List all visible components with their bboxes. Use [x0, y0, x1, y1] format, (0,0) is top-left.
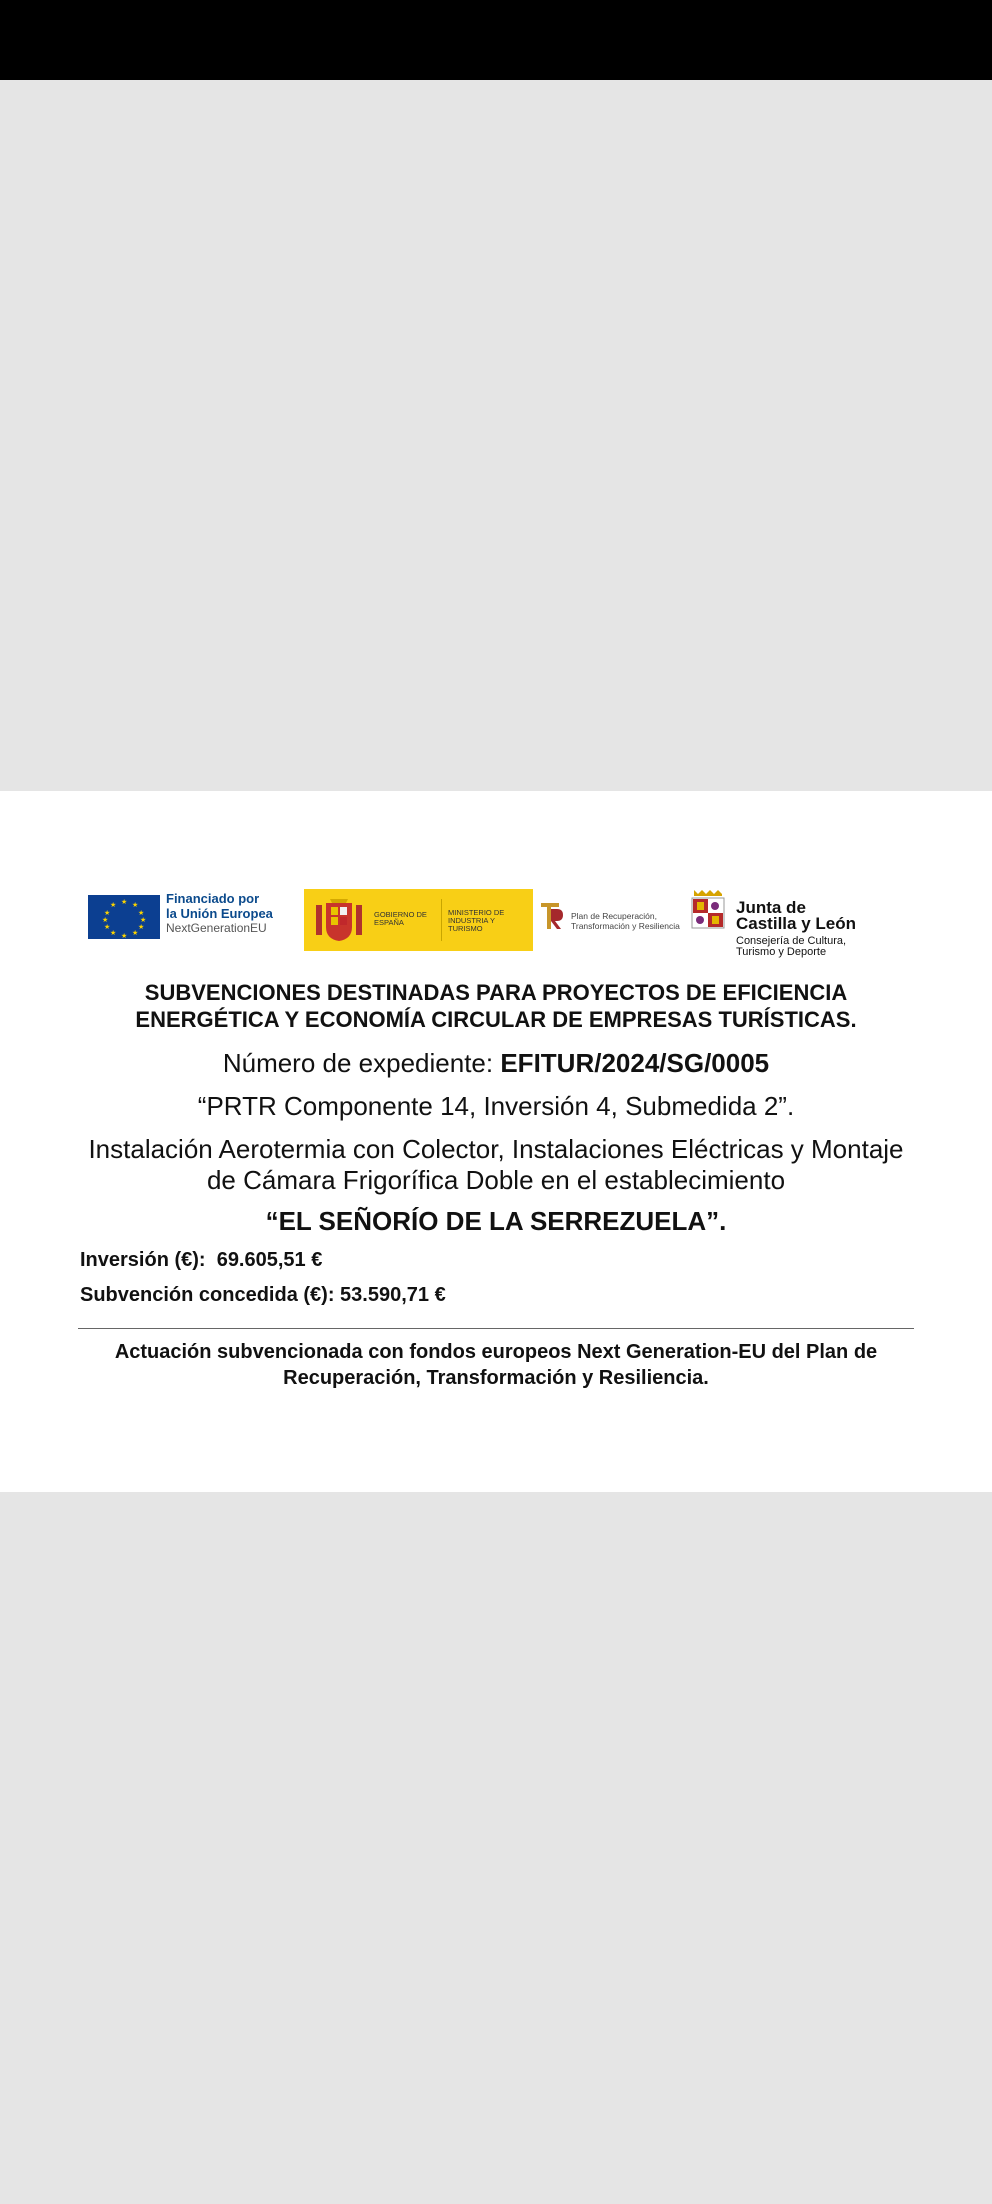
gobierno-text: GOBIERNO DE ESPAÑA: [374, 910, 427, 927]
jcyl-title: [736, 900, 856, 932]
prtr-reference: “PRTR Componente 14, Inversión 4, Submedida 2”.: [197, 1091, 795, 1121]
subsidy-notice-image: [0, 791, 992, 1492]
installation-description: [60, 1134, 932, 1196]
funding-footer: [60, 1339, 932, 1391]
eu-logo-line1: Financiado por: [166, 891, 260, 906]
eu-logo-text: [166, 891, 273, 936]
expediente-value: EFITUR/2024/SG/0005: [500, 1048, 770, 1078]
inversion-amount: Inversión (€): 69.605,51 €: [80, 1249, 323, 1271]
divider-line: [78, 1328, 914, 1329]
jcyl-line4: Turismo y Deporte: [736, 946, 827, 958]
prtr-text-line1: Plan de Recuperación,: [571, 911, 658, 921]
eu-flag-icon: ★ ★ ★ ★ ★ ★ ★ ★ ★ ★ ★ ★: [88, 895, 160, 939]
footer-line2: Recuperación, Transformación y Resiliencia.: [283, 1367, 709, 1389]
junta-castilla-leon-logo: [688, 884, 928, 964]
jcyl-line2: Castilla y León: [736, 914, 856, 933]
footer-line1: Actuación subvencionada con fondos europeos Next Generation-EU del Plan de: [114, 1341, 878, 1363]
expediente-label: Número de expediente:: [222, 1048, 501, 1078]
top-black-bar: [0, 0, 992, 80]
notice-title-line2: ENERGÉTICA Y ECONOMÍA CIRCULAR DE EMPRESAS TURÍSTICAS.: [135, 1007, 857, 1032]
installation-line2: de Cámara Frigorífica Doble en el establecimiento: [206, 1165, 786, 1195]
castilla-leon-crest-icon: [688, 888, 728, 938]
spain-coat-of-arms-icon: [314, 897, 364, 943]
gobierno-espana-logo: [304, 889, 533, 951]
ministerio-text: MINISTERIO DE INDUSTRIA Y TURISMO: [448, 908, 505, 933]
expediente-line: [60, 1047, 932, 1079]
prtr-logo: [541, 901, 711, 941]
installation-line1: Instalación Aerotermia con Colector, Instalaciones Eléctricas y Montaje: [88, 1134, 904, 1164]
logo-strip: [82, 889, 922, 969]
establishment-name: “EL SEÑORÍO DE LA SERREZUELA”.: [265, 1206, 727, 1236]
notice-title-line1: SUBVENCIONES DESTINADAS PARA PROYECTOS DE EFICIENCIA: [144, 980, 848, 1005]
eu-logo-line3: NextGenerationEU: [166, 921, 267, 935]
prtr-text: [571, 911, 680, 931]
notice-title: [60, 979, 932, 1033]
prtr-text-line2: Transformación y Resiliencia: [571, 921, 680, 931]
eu-logo-line2: la Unión Europea: [166, 906, 273, 921]
jcyl-line3: Consejería de Cultura,: [736, 935, 847, 947]
jcyl-line1: Junta de: [736, 898, 806, 917]
subvencion-amount: Subvención concedida (€): 53.590,71 €: [80, 1284, 446, 1306]
jcyl-subtitle: [736, 936, 846, 958]
gobierno-divider: [441, 899, 442, 941]
prtr-mark-icon: [541, 901, 565, 933]
